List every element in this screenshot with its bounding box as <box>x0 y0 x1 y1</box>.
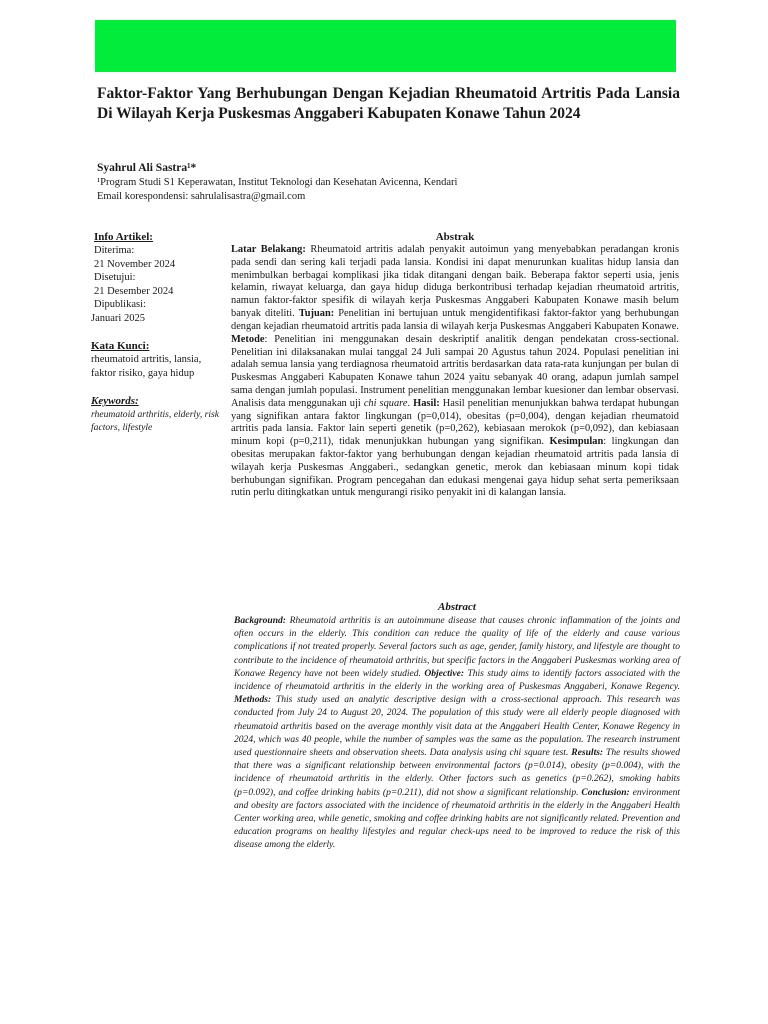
chi-square-term: chi square <box>363 397 408 409</box>
kesimpulan-text: : lingkungan dan obesitas merupakan faktor-faktor yang berhubungan dengan kejadian rheumatoid artritis pada lansia di wilayah kerja Puskesmas Anggaberi., sedangkan genetic, merok dan kebiasaan minum kopi tidak berhubungan signifikan. Program pencegahan dan edukasi mengenai gaya hidup sehat serta pemeriksaan rutin perlu ditingkatkan untuk mengurangi risiko penyakit ini di kalangan lansia. <box>231 436 679 499</box>
keywords-text: rheumatoid arthritis, elderly, risk factors, lifestyle <box>91 409 220 433</box>
journal-header-banner <box>95 20 676 72</box>
approved-date: 21 Desember 2024 <box>94 285 174 297</box>
article-title: Faktor-Faktor Yang Berhubungan Dengan Kejadian Rheumatoid Artritis Pada Lansia Di Wilayah Kerja Puskesmas Anggaberi Kabupaten Konawe Tahun 2024 <box>97 85 680 122</box>
author-email: Email korespondensi: sahrulalisastra@gmail.com <box>97 191 306 202</box>
background-label: Background: <box>234 615 286 626</box>
objective-label: Objective: <box>424 667 465 679</box>
abstrak-heading: Abstrak <box>435 231 475 243</box>
abstract-section <box>234 600 680 852</box>
author-affiliation: ¹Program Studi S1 Keperawatan, Institut Teknologi dan Kesehatan Avicenna, Kendari <box>97 177 458 188</box>
abstrak-body <box>231 244 679 500</box>
received-label: Diterima: <box>94 245 135 256</box>
tujuan-text: Penelitian ini bertujuan untuk mengidentifikasi faktor-faktor yang berhubungan dengan kejadian rheumatoid artritis pada lansia di wilayah kerja Puskesmas Anggaberi Kabupaten Konawe. <box>231 308 679 332</box>
tujuan-label: Tujuan: <box>298 308 335 320</box>
chi-square-dot: . <box>407 397 414 409</box>
latar-belakang-label: Latar Belakang: <box>231 244 306 255</box>
results-text: The results showed that there was a significant relationship between environmental factors (p=0.014), obesity (p=0.004), with the incidence of rheumatoid arthritis in the elderly. Other factors such as genetics (p=0.262), smoking habits (p=0.092), and coffee drinking habits (p=0.211), did not show a significant relationship. <box>234 747 680 798</box>
approved-label: Disetujui: <box>94 272 136 283</box>
hasil-label: Hasil: <box>413 397 440 409</box>
kesimpulan-label: Kesimpulan <box>549 436 604 448</box>
conclusion-text: environment and obesity are factors associated with the incidence of rheumatoid arthritis in the elderly in the Anggaberi Health Center working area, while genetic, smoking and coffee drinking habits are not significantly related. Prevention and education programs on healthy lifestyles and regular check-ups need to be improved to reduce the risk of this disease among the elderly. <box>234 786 680 851</box>
article-info-sidebar <box>91 230 223 434</box>
metode-label: Metode <box>231 333 265 345</box>
abstract-body <box>234 614 680 852</box>
published-label: Dipublikasi: <box>94 299 146 310</box>
published-date: Januari 2025 <box>91 312 145 324</box>
abstrak-section <box>231 230 679 500</box>
objective-text: This study aims to identify factors associated with the incidence of rheumatoid arthritis in the elderly in the working area of Puskesmas Anggaberi, Konawe Regency. <box>234 667 680 693</box>
background-text: Rheumatoid arthritis is an autoimmune disease that causes chronic inflammation of the joints and often occurs in the elderly. This condition can reduce the quality of life of the elderly and cause various complications if not treated properly. Several factors such as age, gender, family history, and lifestyle are thought to contribute to the incidence of rheumatoid arthritis, but specific factors in the Anggaberi Puskesmas working area of Konawe Regency have not been widely studied. <box>234 615 680 679</box>
author-block <box>97 161 680 204</box>
author-name: Syahrul Ali Sastra¹* <box>97 162 197 174</box>
conclusion-label: Conclusion: <box>581 786 630 798</box>
metode-text: : Penelitian ini menggunakan desain deskriptif analitik dengan pendekatan cross-sectional. Penelitian ini dilaksanakan mulai tanggal 24 Juli sampai 20 Agustus tahun 2024. Populasi penelitian ini adalah semua lansia yang terdiagnosa rheumatoid artritis berdasarkan data rata-rata kunjungan per bulan di Puskesmas Anggaberi Kabupaten Konawe tahun 2024 yaitu sebanyak 40 orang, adapun jumlah sampel sama dengan jumlah populasi. Instrument penelitian menggunakan lembar kuesioner dan lembar observasi. Analisis data menggunakan uji <box>231 333 679 409</box>
abstract-heading: Abstract <box>438 601 476 613</box>
methods-label: Methods: <box>234 694 272 706</box>
article-info-heading: Info Artikel: <box>94 231 153 243</box>
hasil-text: Hasil penelitian menunjukkan bahwa terdapat hubungan yang signifikan antara faktor lingkungan (p=0,014), obesitas (p=0,004), dengan kejadian rheumatoid artritis pada lansia. Faktor lain seperti genetik (p=0,262), kebiasaan merokok (p=0,092), dan kebiasaan minum kopi (p=0,211), tidak menunjukkan hubungan yang signifikan. <box>231 397 679 448</box>
keywords-heading: Keywords: <box>91 395 139 407</box>
received-date: 21 November 2024 <box>94 258 176 270</box>
kata-kunci-text: rheumatoid artritis, lansia, faktor risiko, gaya hidup <box>91 354 202 379</box>
kata-kunci-heading: Kata Kunci: <box>91 340 150 352</box>
methods-text: This study used an analytic descriptive design with a cross-sectional approach. This research was conducted from July 24 to August 20, 2024. The population of this study were all elderly people diagnosed with rheumatoid arthritis based on the average monthly visit data at the Anggaberi Health Center, Konawe Regency in 2024, which was 40 people, while the number of samples was the same as the population. The research instrument used questionnaire sheets and observation sheets. Data analysis using chi square test. <box>234 694 680 759</box>
results-label: Results: <box>571 747 604 759</box>
latar-belakang-text: Rheumatoid artritis adalah penyakit autoimun yang menyebabkan peradangan kronis pada sendi dan sering kali terjadi pada lansia. Kondisi ini dapat menurunkan kualitas hidup lansia dan menimbulkan berbagai komplikasi jika tidak ditangani dengan baik. Beberapa faktor seperti usia, jenis kelamin, riwayat keluarga, dan gaya hidup diduga berkontribusi terhadap kejadian rheumatoid artritis, namun faktor-faktor spesifik di wilayah kerja Puskesmas Anggaberi Kabupaten Konawe masih belum banyak diteliti. <box>231 244 679 320</box>
